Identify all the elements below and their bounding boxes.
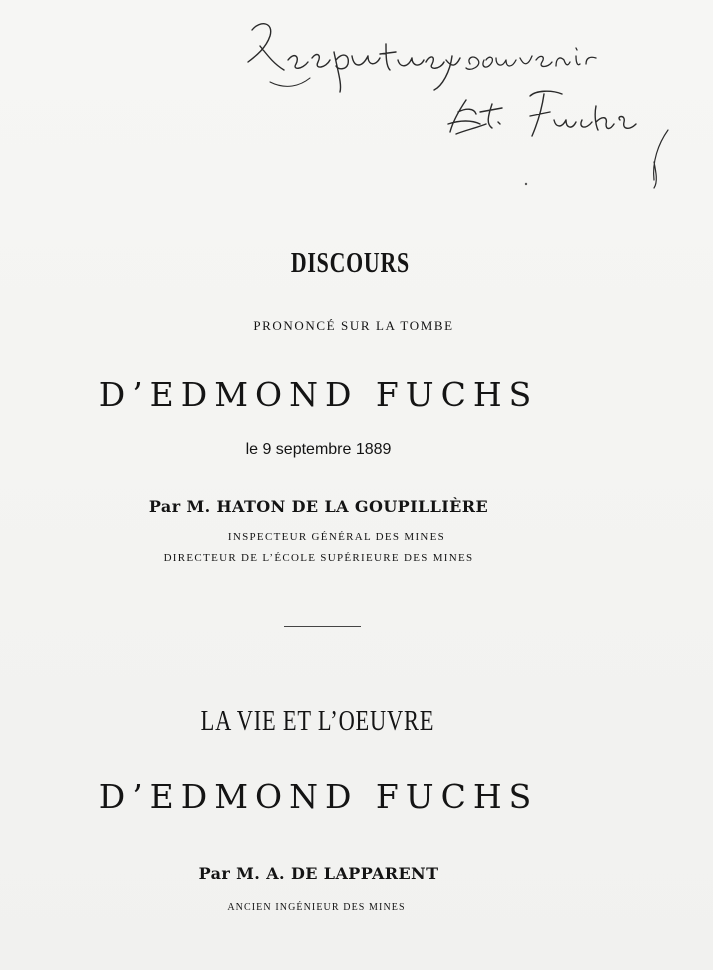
speech-title: DISCOURS: [290, 248, 410, 279]
handwritten-dedication: [230, 12, 690, 192]
section-divider: [284, 626, 361, 627]
speech-date: le 9 septembre 1889: [245, 441, 392, 458]
biography-author-title: ANCIEN INGÉNIEUR DES MINES: [227, 902, 406, 913]
biography-author: Par M. A. DE LAPPARENT: [198, 864, 439, 883]
speech-subtitle: PRONONCÉ SUR LA TOMBE: [253, 318, 454, 333]
biography-name: D’EDMOND FUCHS: [98, 777, 539, 816]
speech-author-title-1: INSPECTEUR GÉNÉRAL DES MINES: [227, 531, 446, 543]
biography-title: LA VIE ET L’OEUVRE: [200, 706, 435, 737]
handwriting-drawing: [230, 12, 690, 192]
speech-author: Par M. HATON DE LA GOUPILLIÈRE: [148, 497, 489, 516]
speech-author-title-2: DIRECTEUR DE L’ÉCOLE SUPÉRIEURE DES MINES: [163, 552, 474, 564]
speech-name: D’EDMOND FUCHS: [98, 375, 539, 414]
